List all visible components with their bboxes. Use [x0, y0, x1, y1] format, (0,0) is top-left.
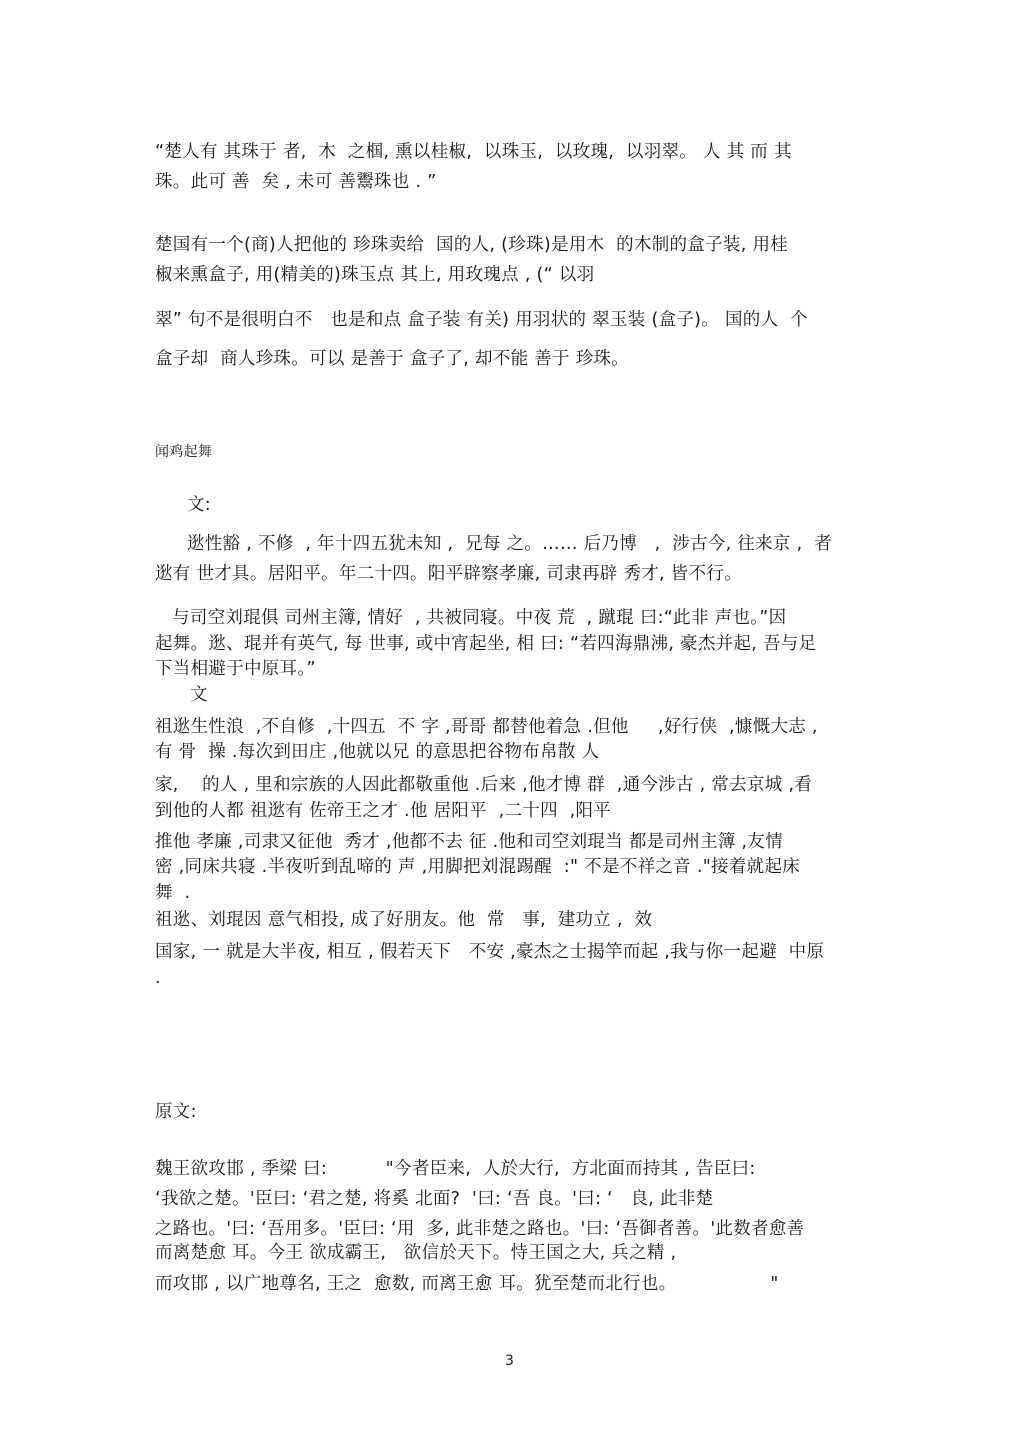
page-number: 3: [505, 1353, 514, 1369]
para2-line3: 翠” 句不是很明白不 也是和点 盒子装 有关) 用羽状的 翠玉装 (盒子)。 国的人 个: [155, 310, 808, 330]
section3-original-label: 原文:: [155, 1102, 197, 1122]
orig2-line2: 起舞。逖、琨并有英气, 每 世事, 或中宵起坐, 相 曰: “若四海鼎沸, 豪杰并起, 吾与足: [155, 634, 817, 654]
section3-line3: 之路也。'曰: ‘吾用多。'臣曰: ‘用 多, 此非楚之路也。'曰: ‘吾御者善。'此数者愈善: [155, 1219, 805, 1239]
trans-line1: 祖逖生性浪 ,不自修 ,十四五 不 字 ,哥哥 都替他着急 .但他 ,好行侠 ,慷慨大志 ,: [155, 717, 818, 737]
trans-line8: 祖逖、刘琨因 意气相投, 成了好朋友。他 常 事, 建功立 , 效: [155, 910, 653, 930]
original-text-label: 文:: [187, 495, 211, 515]
orig1-line1: 逖性豁 , 不修 , 年十四五犹未知 , 兄每 之。…… 后乃博 , 涉古今, 往来京 , 者: [187, 534, 832, 554]
section3-line5: 而攻邯 , 以广地尊名, 王之 愈数, 而离王愈 耳。犹至楚而北行也。 ": [155, 1274, 779, 1294]
trans-line6: 密 ,同床共寝 .半夜听到乱啼的 声 ,用脚把刘混踢醒 :" 不是不祥之音 ."接着就起床: [155, 857, 801, 877]
trans-line5: 推他 孝廉 ,司隶又征他 秀才 ,他都不去 征 .他和司空刘琨当 都是司州主簿 ,友情: [155, 832, 784, 852]
section3-line4: 而离楚愈 耳。今王 欲成霸王, 欲信於天下。恃王国之大, 兵之精 ,: [155, 1243, 677, 1263]
para2-line2: 椒来熏盒子, 用(精美的)珠玉点 其上, 用玫瑰点 , (“ 以羽: [155, 265, 595, 285]
para2-line1: 楚国有一个(商)人把他的 珍珠卖给 国的人, (珍珠)是用木 的木制的盒子装, 用桂: [155, 235, 789, 255]
section3-line1: 魏王欲攻邯 , 季梁 曰: "今者臣来, 人於大行, 方北面而持其 , 告臣曰:: [155, 1159, 756, 1179]
para1-line2: 珠。此可 善 矣 , 未可 善鬻珠也 . ”: [155, 172, 437, 192]
trans-line3: 家, 的人 , 里和宗族的人因此都敬重他 .后来 ,他才博 群 ,通今涉古 , 常去京城 ,看: [155, 775, 813, 795]
orig2-line3: 下当相避于中原耳。”: [155, 659, 316, 679]
trans-line4: 到他的人都 祖逖有 佐帝王之才 .他 居阳平 ,二十四 ,阳平: [155, 801, 612, 821]
orig2-line1: 与司空刘琨俱 司州主簿, 情好 , 共被同寝。中夜 荒 , 蹴琨 曰:“此非 声也。”因: [172, 608, 787, 628]
section-title-wenji-qiwu: 闻鸡起舞: [155, 444, 213, 460]
trans-line10: .: [155, 968, 161, 988]
para2-line4: 盒子却 商人珍珠。可以 是善于 盒子了, 却不能 善于 珍珠。: [155, 349, 630, 369]
orig1-line2: 逖有 世才具。居阳平。年二十四。阳平辟察孝廉, 司隶再辟 秀才, 皆不行。: [155, 564, 742, 584]
trans-line2: 有 骨 操 .每次到田庄 ,他就以兄 的意思把谷物布帛散 人: [155, 742, 600, 762]
para1-line1: “楚人有 其珠于 者, 木 之椢, 熏以桂椒, 以珠玉, 以玫瑰, 以羽翠。 人 其 而 其: [155, 142, 792, 162]
section3-line2: ‘我欲之楚。'臣曰: ‘君之楚, 将奚 北面? '曰: ‘吾 良。'曰: ‘ 良, 此非楚: [155, 1189, 714, 1209]
trans-line9: 国家, 一 就是大半夜, 相互 , 假若天下 不安 ,豪杰之士揭竿而起 ,我与你一起避 中原: [155, 942, 825, 962]
translation-label: 文: [190, 685, 208, 705]
trans-line7: 舞 .: [155, 883, 191, 903]
